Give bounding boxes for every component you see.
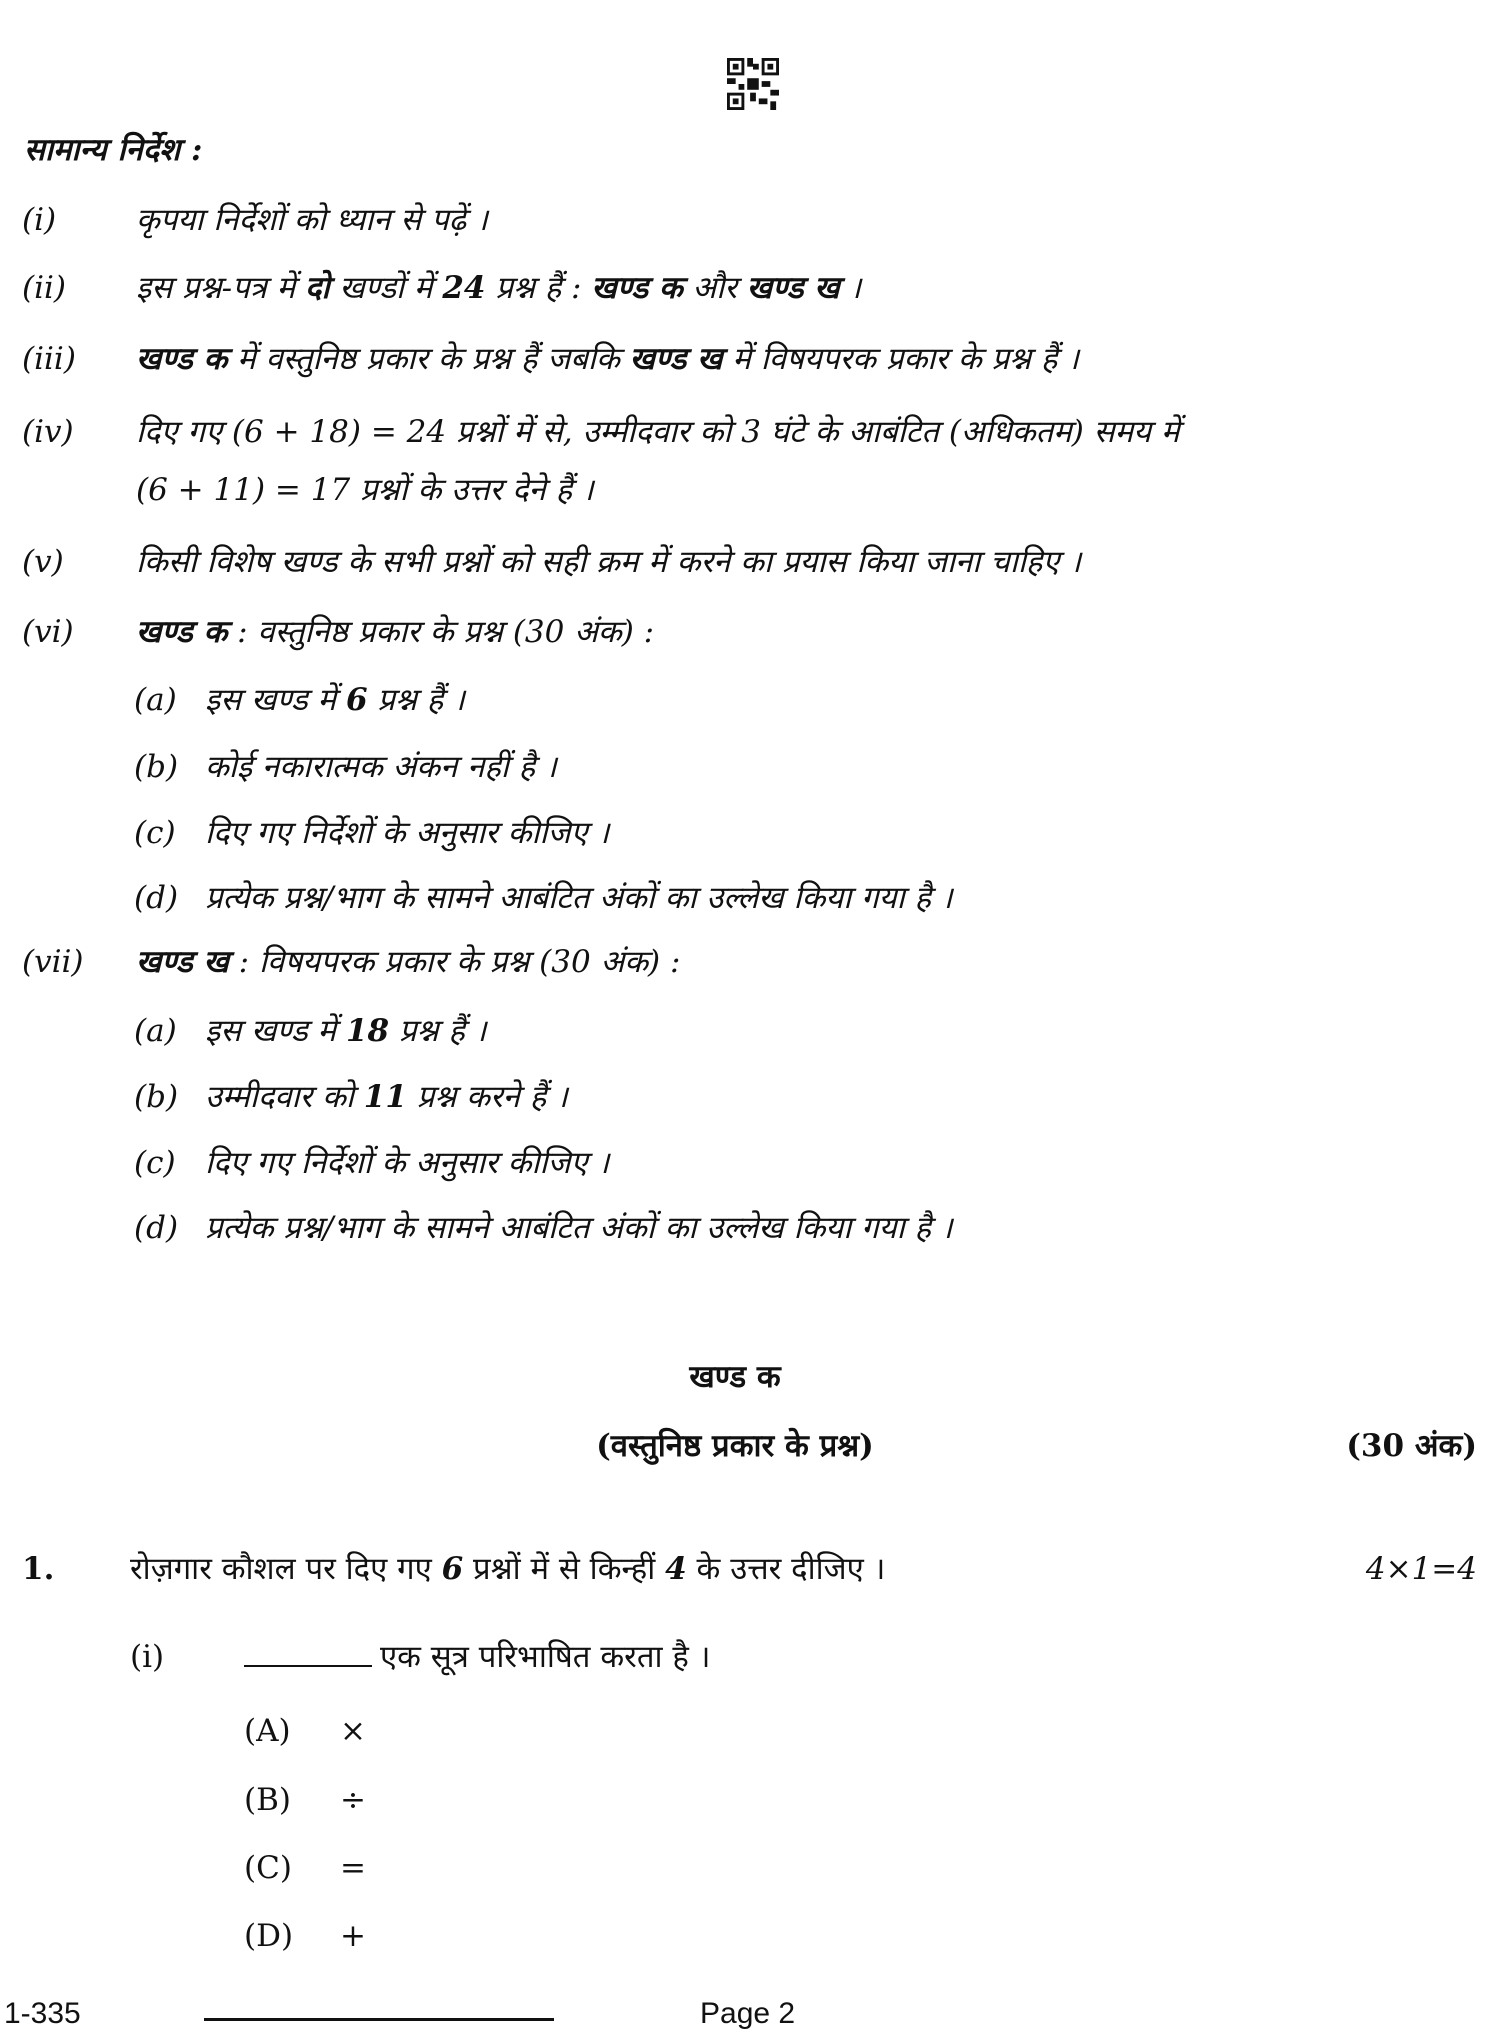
sub-text [205,1011,486,1051]
instruction-text: कृपया निर्देशों को ध्यान से पढ़ें । [136,202,488,238]
text-bold: खण्ड क [591,270,683,306]
text-part: इस खण्ड में [205,682,346,718]
fill-in-blank [244,1639,372,1667]
text-bold: खण्ड ख [629,341,723,377]
option-value: ÷ [340,1782,366,1818]
text-part: । [839,270,862,306]
option-label: (A) [244,1713,291,1749]
sub-number: (c) [134,1145,176,1181]
instruction-text [136,942,680,982]
instructions-heading: सामान्य निर्देश : [24,132,203,168]
sub-text: दिए गए निर्देशों के अनुसार कीजिए । [205,1145,610,1181]
item-number: (iii) [22,341,76,377]
item-number: (vii) [22,944,84,980]
paper-code: 1-335 [4,1997,81,2030]
sub-number: (d) [134,880,179,916]
text-part: एक सूत्र परिभाषित करता है । [380,1639,711,1675]
text-part: प्रश्नों में से किन्हीं [463,1551,666,1587]
text-part: उम्मीदवार को [205,1079,364,1115]
sub-text [205,680,465,720]
text-part: : वस्तुनिष्ठ प्रकार के प्रश्न (30 अंक) : [227,614,655,650]
text-part: में वस्तुनिष्ठ प्रकार के प्रश्न हैं जबकि [227,341,630,377]
text-bold: 6 [441,1551,464,1587]
text-bold: 18 [345,1013,390,1049]
text-bold: खण्ड क [136,341,228,377]
text-bold: खण्ड ख [136,944,229,980]
item-number: (vi) [22,614,74,650]
sub-number: (b) [134,1079,179,1115]
sub-question-text [244,1637,710,1677]
option-label: (B) [244,1782,291,1818]
question-marks: 4×1=4 [1365,1551,1477,1587]
text-bold: दो [305,270,330,306]
sub-text: प्रत्येक प्रश्न/भाग के सामने आबंटित अंकों का उल्लेख किया गया है । [205,880,953,916]
text-part: प्रश्न हैं । [389,1013,487,1049]
text-part: में विषयपरक प्रकार के प्रश्न हैं । [722,341,1079,377]
text-bold: 4 [665,1551,687,1587]
question-number: 1. [22,1551,55,1587]
text-part: प्रश्न हैं । [367,682,465,718]
text-part: खण्डों में [329,270,443,306]
qr-code [726,58,780,110]
instruction-text [136,612,654,652]
instruction-text-continued: (6 + 11) = 17 प्रश्नों के उत्तर देने हैं । [136,472,594,508]
question-text [130,1549,885,1589]
text-part: और [682,270,747,306]
item-number: (ii) [22,270,67,306]
sub-text: दिए गए निर्देशों के अनुसार कीजिए । [205,815,610,851]
sub-text: प्रत्येक प्रश्न/भाग के सामने आबंटित अंकों का उल्लेख किया गया है । [205,1210,953,1246]
text-part: इस प्रश्न-पत्र में [136,270,306,306]
instruction-text: दिए गए (6 + 18) = 24 प्रश्नों में से, उम्मीदवार को 3 घंटे के आबंटित (अधिकतम) समय में [136,414,1180,450]
text-bold: खण्ड ख [746,270,840,306]
text-part: के उत्तर दीजिए । [686,1551,886,1587]
section-title: खण्ड क [689,1359,781,1395]
sub-text: कोई नकारात्मक अंकन नहीं है । [205,749,557,785]
option-value: + [340,1918,366,1954]
text-bold: 6 [345,682,368,718]
text-bold: 11 [363,1079,407,1115]
sub-number: (c) [134,815,176,851]
item-number: (iv) [22,414,74,450]
section-subtitle: (वस्तुनिष्ठ प्रकार के प्रश्न) [596,1428,874,1464]
text-part: : विषयपरक प्रकार के प्रश्न (30 अंक) : [228,944,681,980]
text-bold: खण्ड क [136,614,228,650]
instruction-text [136,339,1079,379]
option-value: × [340,1713,366,1749]
option-label: (D) [244,1918,294,1954]
sub-question-number: (i) [130,1639,165,1675]
instruction-text [136,268,861,308]
text-part: इस खण्ड में [205,1013,346,1049]
sub-number: (a) [134,1013,177,1049]
footer-rule [204,2018,554,2021]
text-part: प्रश्न हैं : [485,270,592,306]
sub-number: (a) [134,682,177,718]
text-bold: 24 [442,270,486,306]
sub-number: (b) [134,749,179,785]
text-part: रोज़गार कौशल पर दिए गए [130,1551,442,1587]
instruction-text: किसी विशेष खण्ड के सभी प्रश्नों को सही क्रम में करने का प्रयास किया जाना चाहिए । [136,544,1082,580]
option-value: = [340,1850,366,1886]
option-label: (C) [244,1850,292,1886]
page-number: Page 2 [700,1997,796,2030]
section-marks: (30 अंक) [1346,1428,1477,1464]
item-number: (i) [22,202,57,238]
text-part: प्रश्न करने हैं । [406,1079,568,1115]
sub-number: (d) [134,1210,179,1246]
sub-text [205,1077,568,1117]
item-number: (v) [22,544,64,580]
